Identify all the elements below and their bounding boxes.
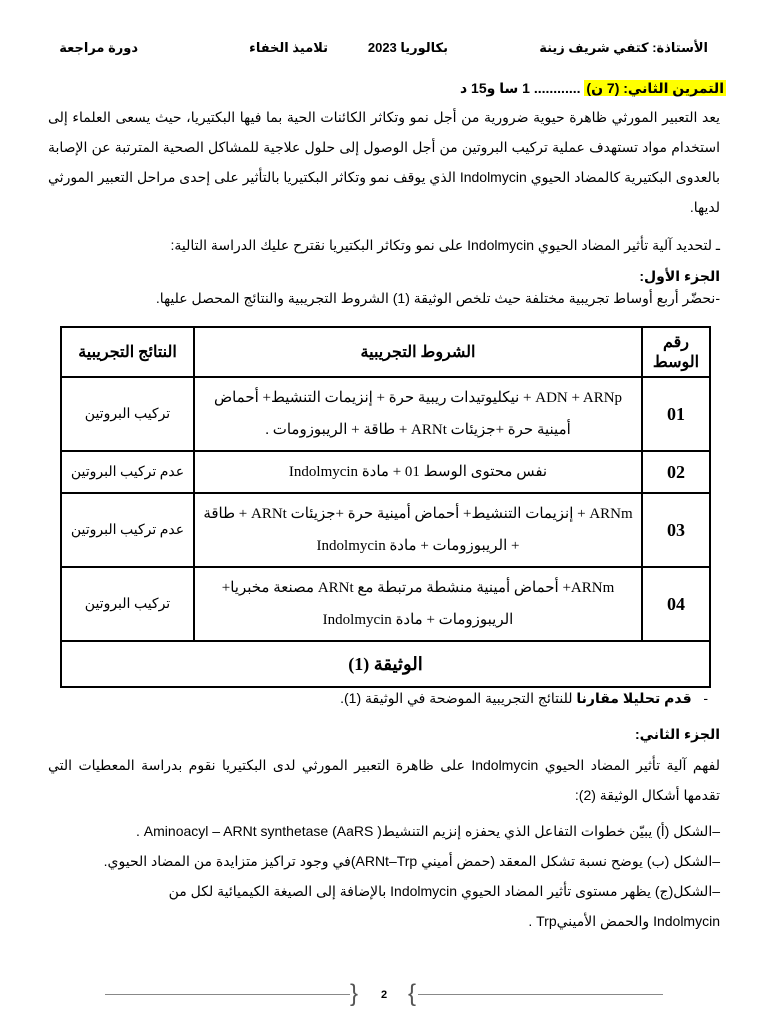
part1-title: الجزء الأول: (639, 268, 720, 284)
table-row (61, 567, 710, 641)
task-verb: قدم تحليلا مقارنا (576, 690, 692, 706)
document-caption: الوثيقة (1) (61, 641, 710, 687)
conditions-cell: نفس محتوى الوسط 01 + مادة Indolmycin (194, 451, 642, 493)
medium-number: 04 (642, 567, 710, 641)
document-1-table (60, 326, 711, 688)
table-header-row (61, 327, 710, 377)
class-name: تلاميذ الخفاء (249, 40, 328, 55)
conditions-cell: ADN + ARNp + نيكليوتيدات ريبية حرة + إنزيمات التنشيط+ أحماض أمينية حرة +جزيئات ARNt + طاقة + الريبوزومات . (194, 377, 642, 451)
conditions-cell: ARNm + إنزيمات التنشيط+ أحماض أمينية حرة +جزيئات ARNt + طاقة + الريبوزومات + مادة Indolmycin (194, 493, 642, 567)
left-brace-icon: { (350, 980, 359, 1007)
header (50, 40, 718, 60)
exercise-heading (460, 80, 726, 97)
study-intro: ـ لتحديد آلية تأثير المضاد الحيوي Indolmycin على نمو وتكاثر البكتيريا نقترح عليك الدراسة التالية: (170, 237, 720, 253)
result-cell: عدم تركيب البروتين (61, 493, 194, 567)
exercise-duration: ............ 1 سا و15 د (459, 80, 581, 96)
exercise-title: التمرين الثاني: (7 ن) (586, 80, 724, 96)
figure-list (48, 816, 720, 936)
intro-paragraph: يعد التعبير المورثي ظاهرة حيوية ضرورية من أجل نمو وتكاثر الكائنات الحية بما فيها البكتيريا، حيث يسعى العلماء إلى استخدام مواد تستهدف عملية تركيب البروتين من أجل الوصول إلى حلول علاجية للمشاكل الصحية المترتبة عن الإصابة بالعدوى البكتيرية كالمضاد الحيوي Indolmycin الذي يوقف نمو وتكاثر البكتيريا بالتأثير على إحدى مراحل التعبير المورثي لديها. (48, 109, 720, 215)
task-text: للنتائج التجريبية الموضحة في الوثيقة (1). (340, 690, 577, 706)
footer-divider-right (418, 994, 663, 995)
exam-year: بكالوريا 2023 (367, 40, 448, 55)
conditions-cell: ARNm+ أحماض أمينية منشطة مرتبطة مع ARNt مصنعة مخبريا+ الريبوزومات + مادة Indolmycin (194, 567, 642, 641)
medium-number: 03 (642, 493, 710, 567)
table-caption-row (61, 641, 710, 687)
result-cell: تركيب البروتين (61, 377, 194, 451)
medium-number: 01 (642, 377, 710, 451)
result-cell: تركيب البروتين (61, 567, 194, 641)
medium-number: 02 (642, 451, 710, 493)
result-cell: عدم تركيب البروتين (61, 451, 194, 493)
part1-task: - قدم تحليلا مقارنا للنتائج التجريبية الموضحة في الوثيقة (1). (340, 690, 708, 706)
header-results: النتائج التجريبية (61, 327, 194, 377)
right-brace-icon: } (408, 980, 417, 1007)
session-name: دورة مراجعة (59, 40, 138, 55)
table-row (61, 493, 710, 567)
list-item: Indolmycin والحمض الأمينيTrp . (528, 913, 720, 929)
part1-description: -نحضّر أربع أوساط تجريبية مختلفة حيث تلخص الوثيقة (1) الشروط التجريبية والنتائج المحصل عليها. (155, 290, 720, 306)
footer-divider-left (105, 994, 350, 995)
header-conditions: الشروط التجريبية (194, 327, 642, 377)
table-row (61, 377, 710, 451)
list-item: –الشكل(ج) يظهر مستوى تأثير المضاد الحيوي Indolmycin بالإضافة إلى الصيغة الكيميائية لكل من (168, 883, 720, 899)
list-item: –الشكل (أ) يبيّن خطوات التفاعل الذي يحفزه إنزيم التنشيطAminoacyl – ARNt synthetase (AaRS ) . (136, 823, 720, 839)
part2-title: الجزء الثاني: (634, 726, 720, 742)
list-item: –الشكل (ب) يوضح نسبة تشكل المعقد (حمض أميني ARNt–Trp)في وجود تراكيز متزايدة من المضاد الحيوي. (103, 853, 720, 869)
page-number: 2 (380, 989, 388, 1001)
part2-intro: لفهم آلية تأثير المضاد الحيوي Indolmycin على ظاهرة التعبير المورثي لدى البكتيريا نقوم بدراسة المعطيات التي تقدمها أشكال الوثيقة (2): (48, 757, 720, 803)
header-medium-number: رقم الوسط (642, 327, 710, 377)
teacher-name: الأستاذة: كتفي شريف زينة (539, 40, 708, 55)
table-row (61, 451, 710, 493)
